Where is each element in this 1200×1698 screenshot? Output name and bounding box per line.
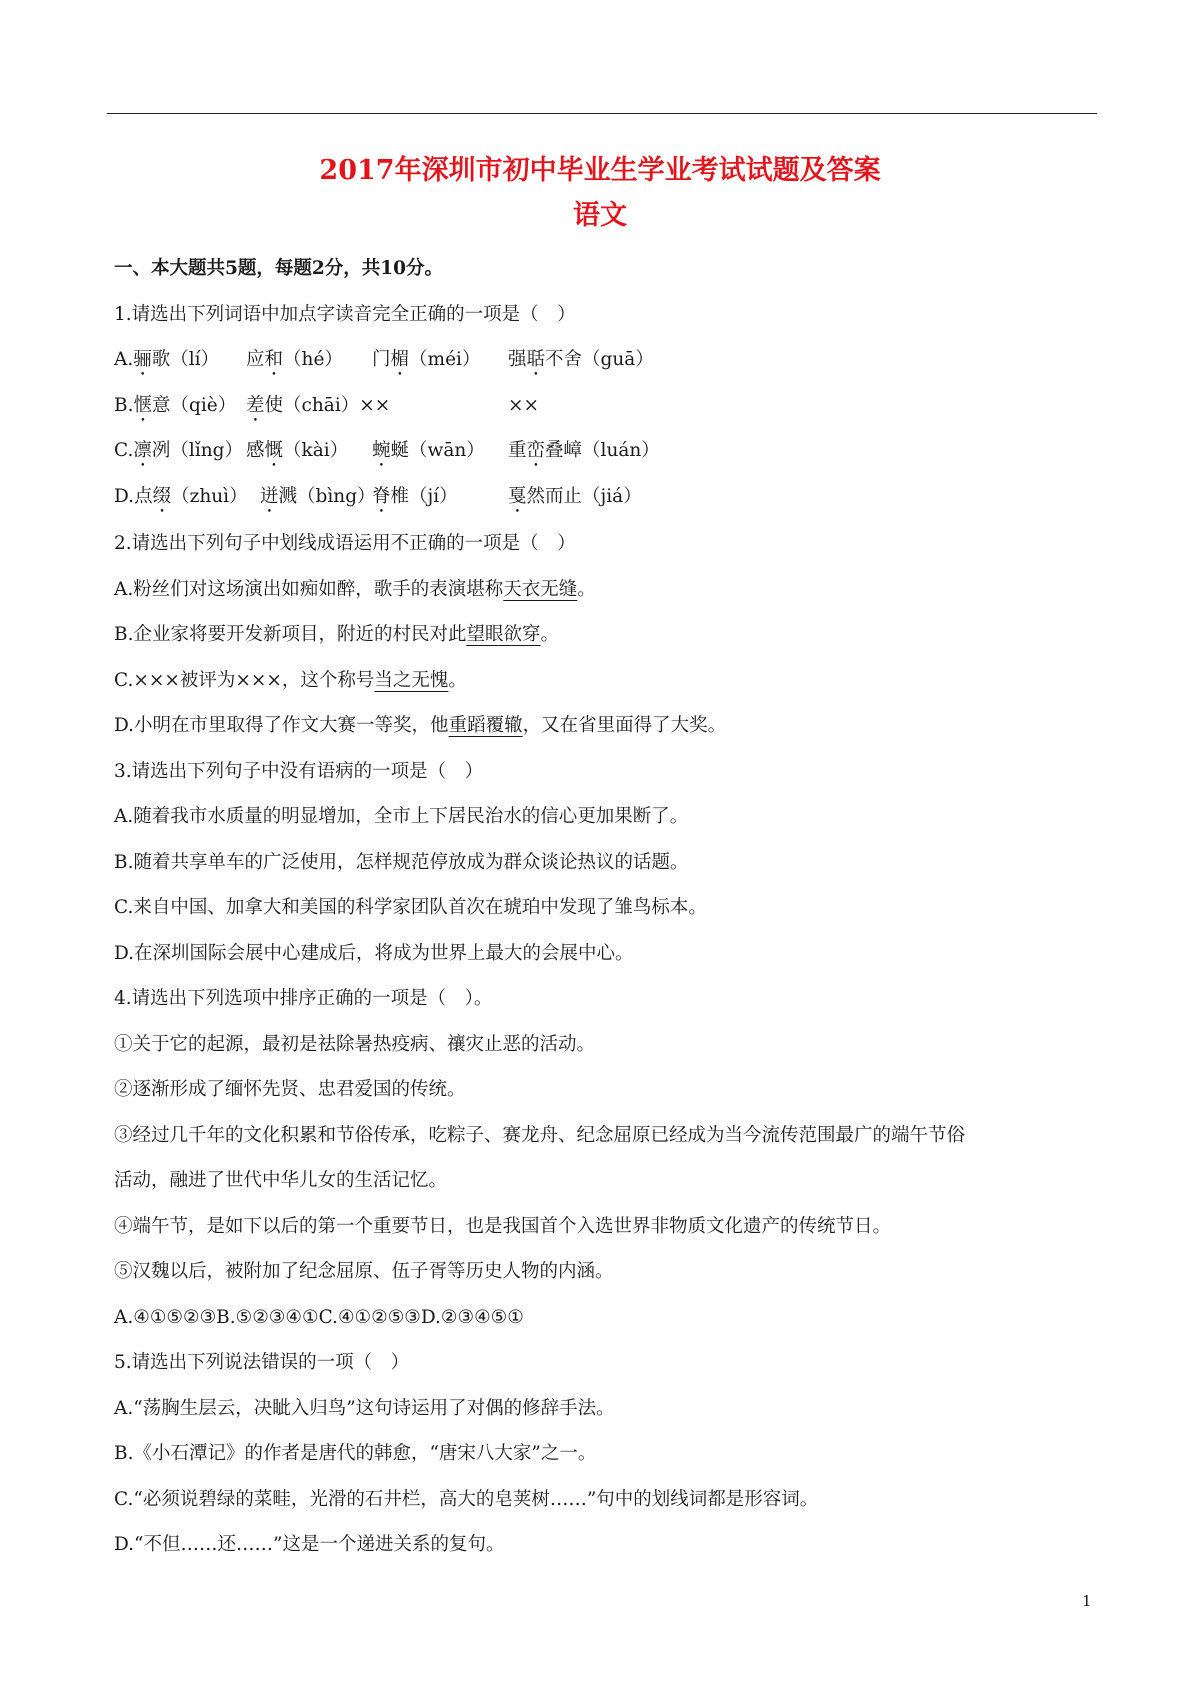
section-heading: 一、本大题共5题，每题2分，共10分。 — [114, 258, 443, 279]
q1-option-c: C.凛冽（lǐng） 感慨（kài） 蜿蜒（wān） 重峦叠嶂（luán） — [114, 440, 660, 461]
q3-option-a: A.随着我市水质量的明显增加，全市上下居民治水的信心更加果断了。 — [114, 806, 689, 827]
underlined-idiom: 重蹈覆辙 — [448, 715, 523, 736]
underlined-idiom: 天衣无缝 — [503, 578, 578, 600]
q4-options: A.④①⑤②③B.⑤②③④①C.④①②⑤③D.②③④⑤① — [114, 1306, 524, 1328]
q1-option-a: A.骊歌（lí） 应和（hé） 门楣（méi） 强聒不舍（guā） — [114, 349, 654, 370]
q4-sentence-5: ⑤汉魏以后，被附加了纪念屈原、伍子胥等历史人物的内涵。 — [114, 1261, 614, 1282]
q1-option-b: B.惬意（qiè） 差使（chāi）×× ×× — [114, 394, 540, 416]
q4-sentence-3: ③经过几千年的文化积累和节俗传承，吃粽子、赛龙舟、纪念屈原已经成为当今流传范围最广的端午节俗 — [114, 1124, 966, 1146]
exam-title: 2017年深圳市初中毕业生学业考试试题及答案 — [319, 155, 881, 186]
q5-option-d: D.“不但……还……”这是一个递进关系的复句。 — [114, 1534, 505, 1555]
q2-option-d: D.小明在市里取得了作文大赛一等奖，他重蹈覆辙，又在省里面得了大奖。 — [114, 715, 727, 736]
underlined-idiom: 当之无愧 — [374, 669, 449, 691]
q5-option-b: B.《小石潭记》的作者是唐代的韩愈，“唐宋八大家”之一。 — [114, 1443, 597, 1464]
q5-option-a: A.“荡胸生层云，决眦入归鸟”这句诗运用了对偶的修辞手法。 — [114, 1397, 615, 1419]
q1-option-d: D.点缀（zhuì） 迸溅（bìng）脊椎（jí） 戛然而止（jiá） — [114, 485, 642, 507]
q4-sentence-2: ②逐渐形成了缅怀先贤、忠君爱国的传统。 — [114, 1079, 466, 1100]
q4-sentence-3-cont: 活动，融进了世代中华儿女的生活记忆。 — [114, 1170, 448, 1191]
q2-option-c: C.×××被评为×××，这个称号当之无愧。 — [114, 669, 467, 691]
q1-stem: 1.请选出下列词语中加点字读音完全正确的一项是（ ） — [114, 303, 576, 325]
exam-subject: 语文 — [573, 200, 627, 231]
q4-sentence-4: ④端午节，是如下以后的第一个重要节日，也是我国首个入选世界非物质文化遗产的传统节日。 — [114, 1215, 892, 1237]
q3-option-d: D.在深圳国际会展中心建成后，将成为世界上最大的会展中心。 — [114, 942, 634, 964]
q3-option-c: C.来自中国、加拿大和美国的科学家团队首次在琥珀中发现了雏鸟标本。 — [114, 897, 707, 918]
page-number: 1 — [1082, 1592, 1092, 1610]
q2-option-a: A.粉丝们对这场演出如痴如醉，歌手的表演堪称天衣无缝。 — [114, 578, 596, 600]
q2-option-b: B.企业家将要开发新项目，附近的村民对此望眼欲穿。 — [114, 624, 560, 645]
q5-option-c: C.“必须说碧绿的菜畦，光滑的石井栏，高大的皂荚树……”句中的划线词都是形容词。 — [114, 1488, 819, 1510]
q3-stem: 3.请选出下列句子中没有语病的一项是（ ） — [114, 760, 484, 782]
q4-stem: 4.请选出下列选项中排序正确的一项是（ ）。 — [114, 988, 493, 1009]
header-rule — [107, 113, 1097, 114]
q4-sentence-1: ①关于它的起源，最初是祛除暑热疫病、禳灾止恶的活动。 — [114, 1033, 596, 1055]
q5-stem: 5.请选出下列说法错误的一项（ ） — [114, 1352, 410, 1373]
underlined-idiom: 望眼欲穿 — [466, 624, 541, 645]
q3-option-b: B.随着共享单车的广泛使用，怎样规范停放成为群众谈论热议的话题。 — [114, 851, 689, 873]
exam-content — [114, 246, 1104, 1568]
q2-stem: 2.请选出下列句子中划线成语运用不正确的一项是（ ） — [114, 533, 576, 554]
